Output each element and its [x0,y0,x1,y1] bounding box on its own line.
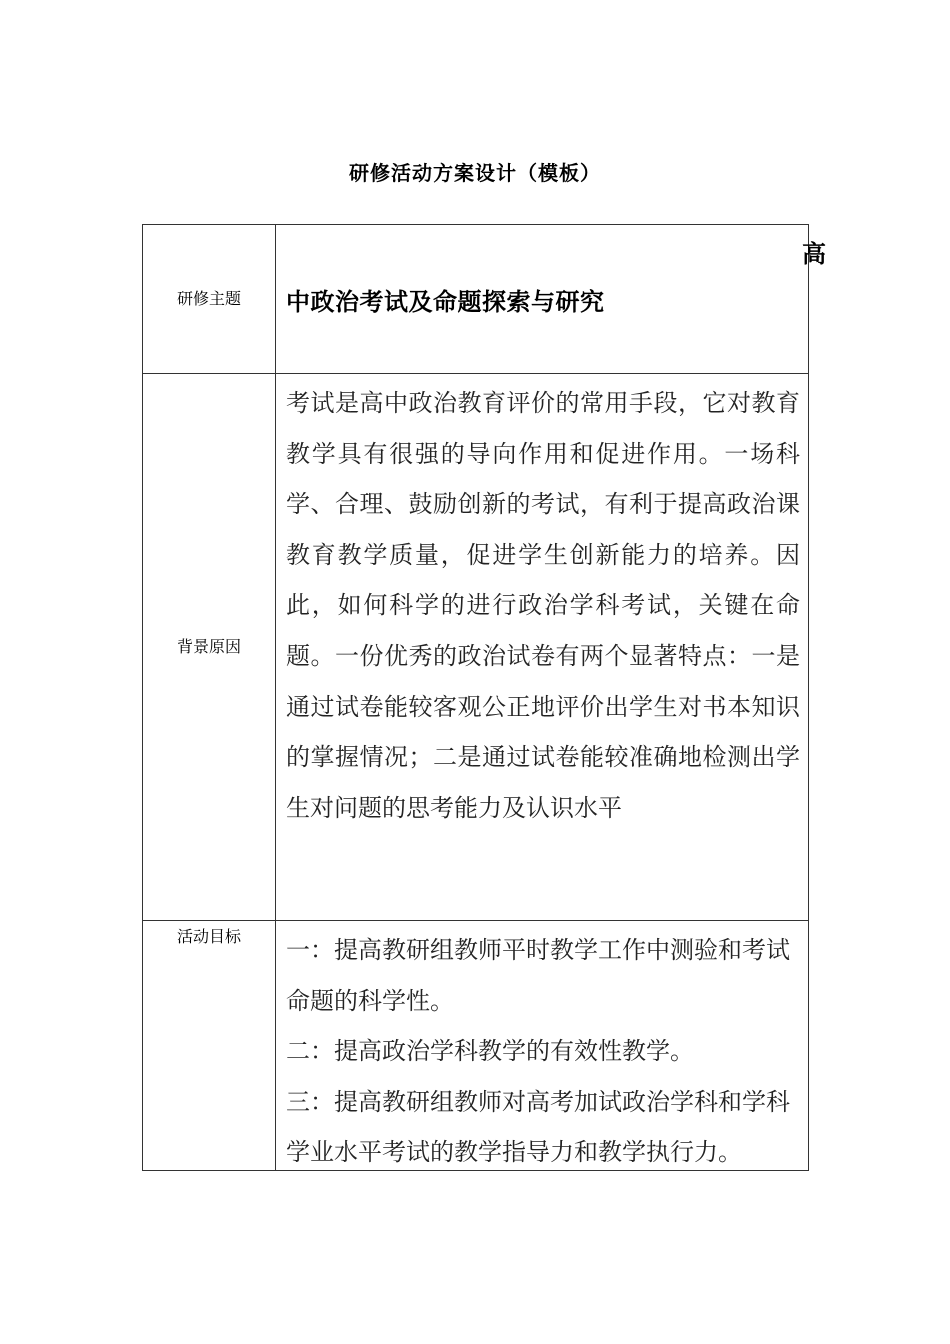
goals-row [143,921,809,1171]
goals-cell [276,921,809,1171]
goal-item-1: 一：提高教研组教师平时教学工作中测验和考试命题的科学性。 [286,936,790,1015]
goals-content [276,921,808,1170]
topic-cell [276,225,826,374]
topic-content [276,225,826,373]
topic-value: 中政治考试及命题探索与研究 [286,287,605,316]
background-text: 考试是高中政治教育评价的常用手段，它对教育教学具有很强的导向作用和促进作用。一场科学、合理、鼓励创新的考试，有利于提高政治课教育教学质量，促进学生创新能力的培养。因此，如何科学的进行政治学科考试，关键在命题。一份优秀的政治试卷有两个显著特点：一是通过试卷能较客观公正地评价出学生对书本知识的掌握情况；二是通过试卷能较准确地检测出学生对问题的思考能力及认识水平 [286,389,800,822]
background-label: 背景原因 [143,374,276,921]
activity-plan-table [142,224,826,1171]
background-row [143,374,809,921]
topic-row [143,225,809,374]
document-title: 研修活动方案设计（模板） [349,161,601,185]
topic-overflow-char: 高 [802,239,826,268]
goal-item-3: 三：提高教研组教师对高考加试政治学科和学科学业水平考试的教学指导力和教学执行力。 [286,1087,790,1167]
goal-item-2: 二：提高政治学科教学的有效性教学。 [286,1037,694,1066]
topic-label: 研修主题 [143,225,276,374]
goals-label: 活动目标 [143,921,276,1171]
background-content [276,374,808,920]
background-cell [276,374,809,921]
